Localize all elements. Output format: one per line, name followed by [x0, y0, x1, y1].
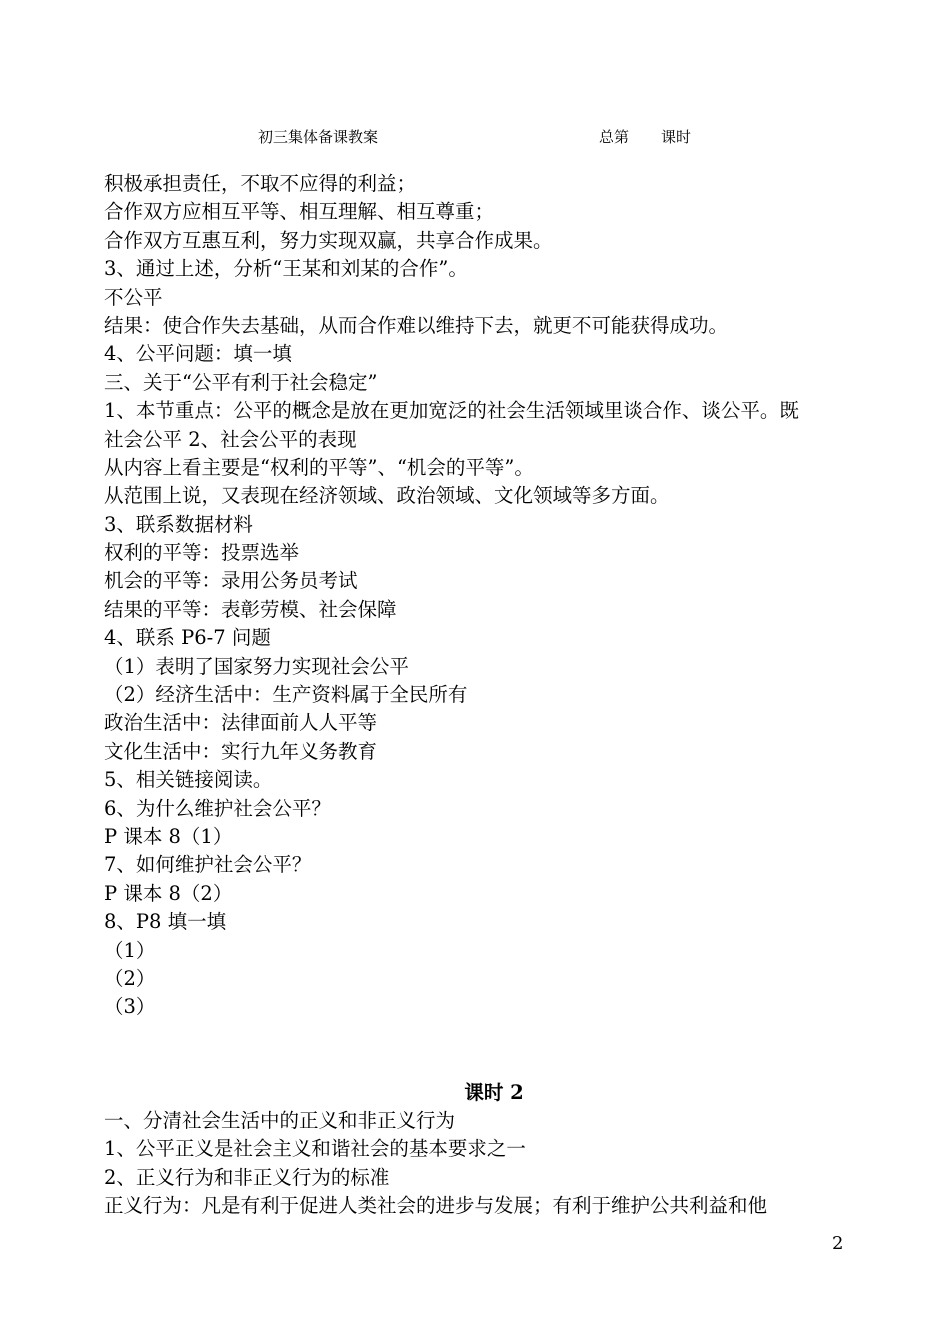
text-line: P 课本 8（1）	[104, 824, 233, 848]
text-line: 2、正义行为和非正义行为的标准	[104, 1165, 390, 1189]
text-line: 3、联系数据材料	[104, 512, 253, 536]
text-line: 社会公平 2、社会公平的表现	[104, 427, 357, 451]
text-line: 5、相关链接阅读。	[104, 768, 273, 792]
text-line: 正义行为：凡是有利于促进人类社会的进步与发展；有利于维护公共利益和他	[104, 1194, 768, 1218]
text-line: 不公平	[104, 285, 163, 309]
text-line: 政治生活中：法律面前人人平等	[104, 711, 378, 735]
text-line: P 课本 8（2）	[104, 881, 233, 905]
text-line: 从范围上说，又表现在经济领域、政治领域、文化领域等多方面。	[104, 484, 670, 508]
text-line: 3、通过上述，分析“王某和刘某的合作”。	[104, 257, 468, 281]
text-line: 7、如何维护社会公平？	[104, 853, 312, 877]
text-line: （3）	[104, 995, 156, 1019]
page-header	[0, 126, 950, 150]
text-line: 1、公平正义是社会主义和谐社会的基本要求之一	[104, 1137, 526, 1161]
page-number: 2	[832, 1233, 844, 1254]
header-title: 初三集体备课教案	[258, 128, 379, 146]
blank-space	[104, 1022, 854, 1079]
text-line: 文化生活中：实行九年义务教育	[104, 739, 378, 763]
text-line: 机会的平等：录用公务员考试	[104, 569, 358, 593]
text-line: 结果的平等：表彰劳模、社会保障	[104, 597, 397, 621]
text-line: （2）经济生活中：生产资料属于全民所有	[104, 683, 468, 707]
text-line: 合作双方互惠互利，努力实现双赢，共享合作成果。	[104, 228, 553, 252]
text-line: 三、关于“公平有利于社会稳定”	[104, 370, 378, 394]
text-line: （2）	[104, 966, 156, 990]
header-lesson-label: 课时	[661, 128, 692, 146]
section-heading: 课时 2	[464, 1080, 524, 1104]
text-line: 权利的平等：投票选举	[104, 541, 300, 565]
text-line: 一、分清社会生活中的正义和非正义行为	[104, 1108, 456, 1132]
text-line: 1、本节重点：公平的概念是放在更加宽泛的社会生活领域里谈合作、谈公平。既	[104, 399, 799, 423]
text-line: 积极承担责任，不取不应得的利益；	[104, 172, 417, 195]
text-line: 合作双方应相互平等、相互理解、相互尊重；	[104, 200, 495, 224]
text-line: 8、P8 填一填	[104, 910, 227, 934]
text-line: 结果：使合作失去基础，从而合作难以维持下去，就更不可能获得成功。	[104, 313, 729, 337]
text-line: 从内容上看主要是“权利的平等”、“机会的平等”。	[104, 455, 534, 479]
text-line: （1）表明了国家努力实现社会公平	[104, 654, 409, 678]
document-body	[104, 170, 854, 1220]
header-total-label: 总第	[599, 128, 630, 146]
text-line: 4、联系 P6-7 问题	[104, 626, 271, 650]
text-line: 6、为什么维护社会公平？	[104, 796, 331, 820]
text-line: 4、公平问题：填一填	[104, 342, 292, 366]
text-line: （1）	[104, 938, 156, 962]
